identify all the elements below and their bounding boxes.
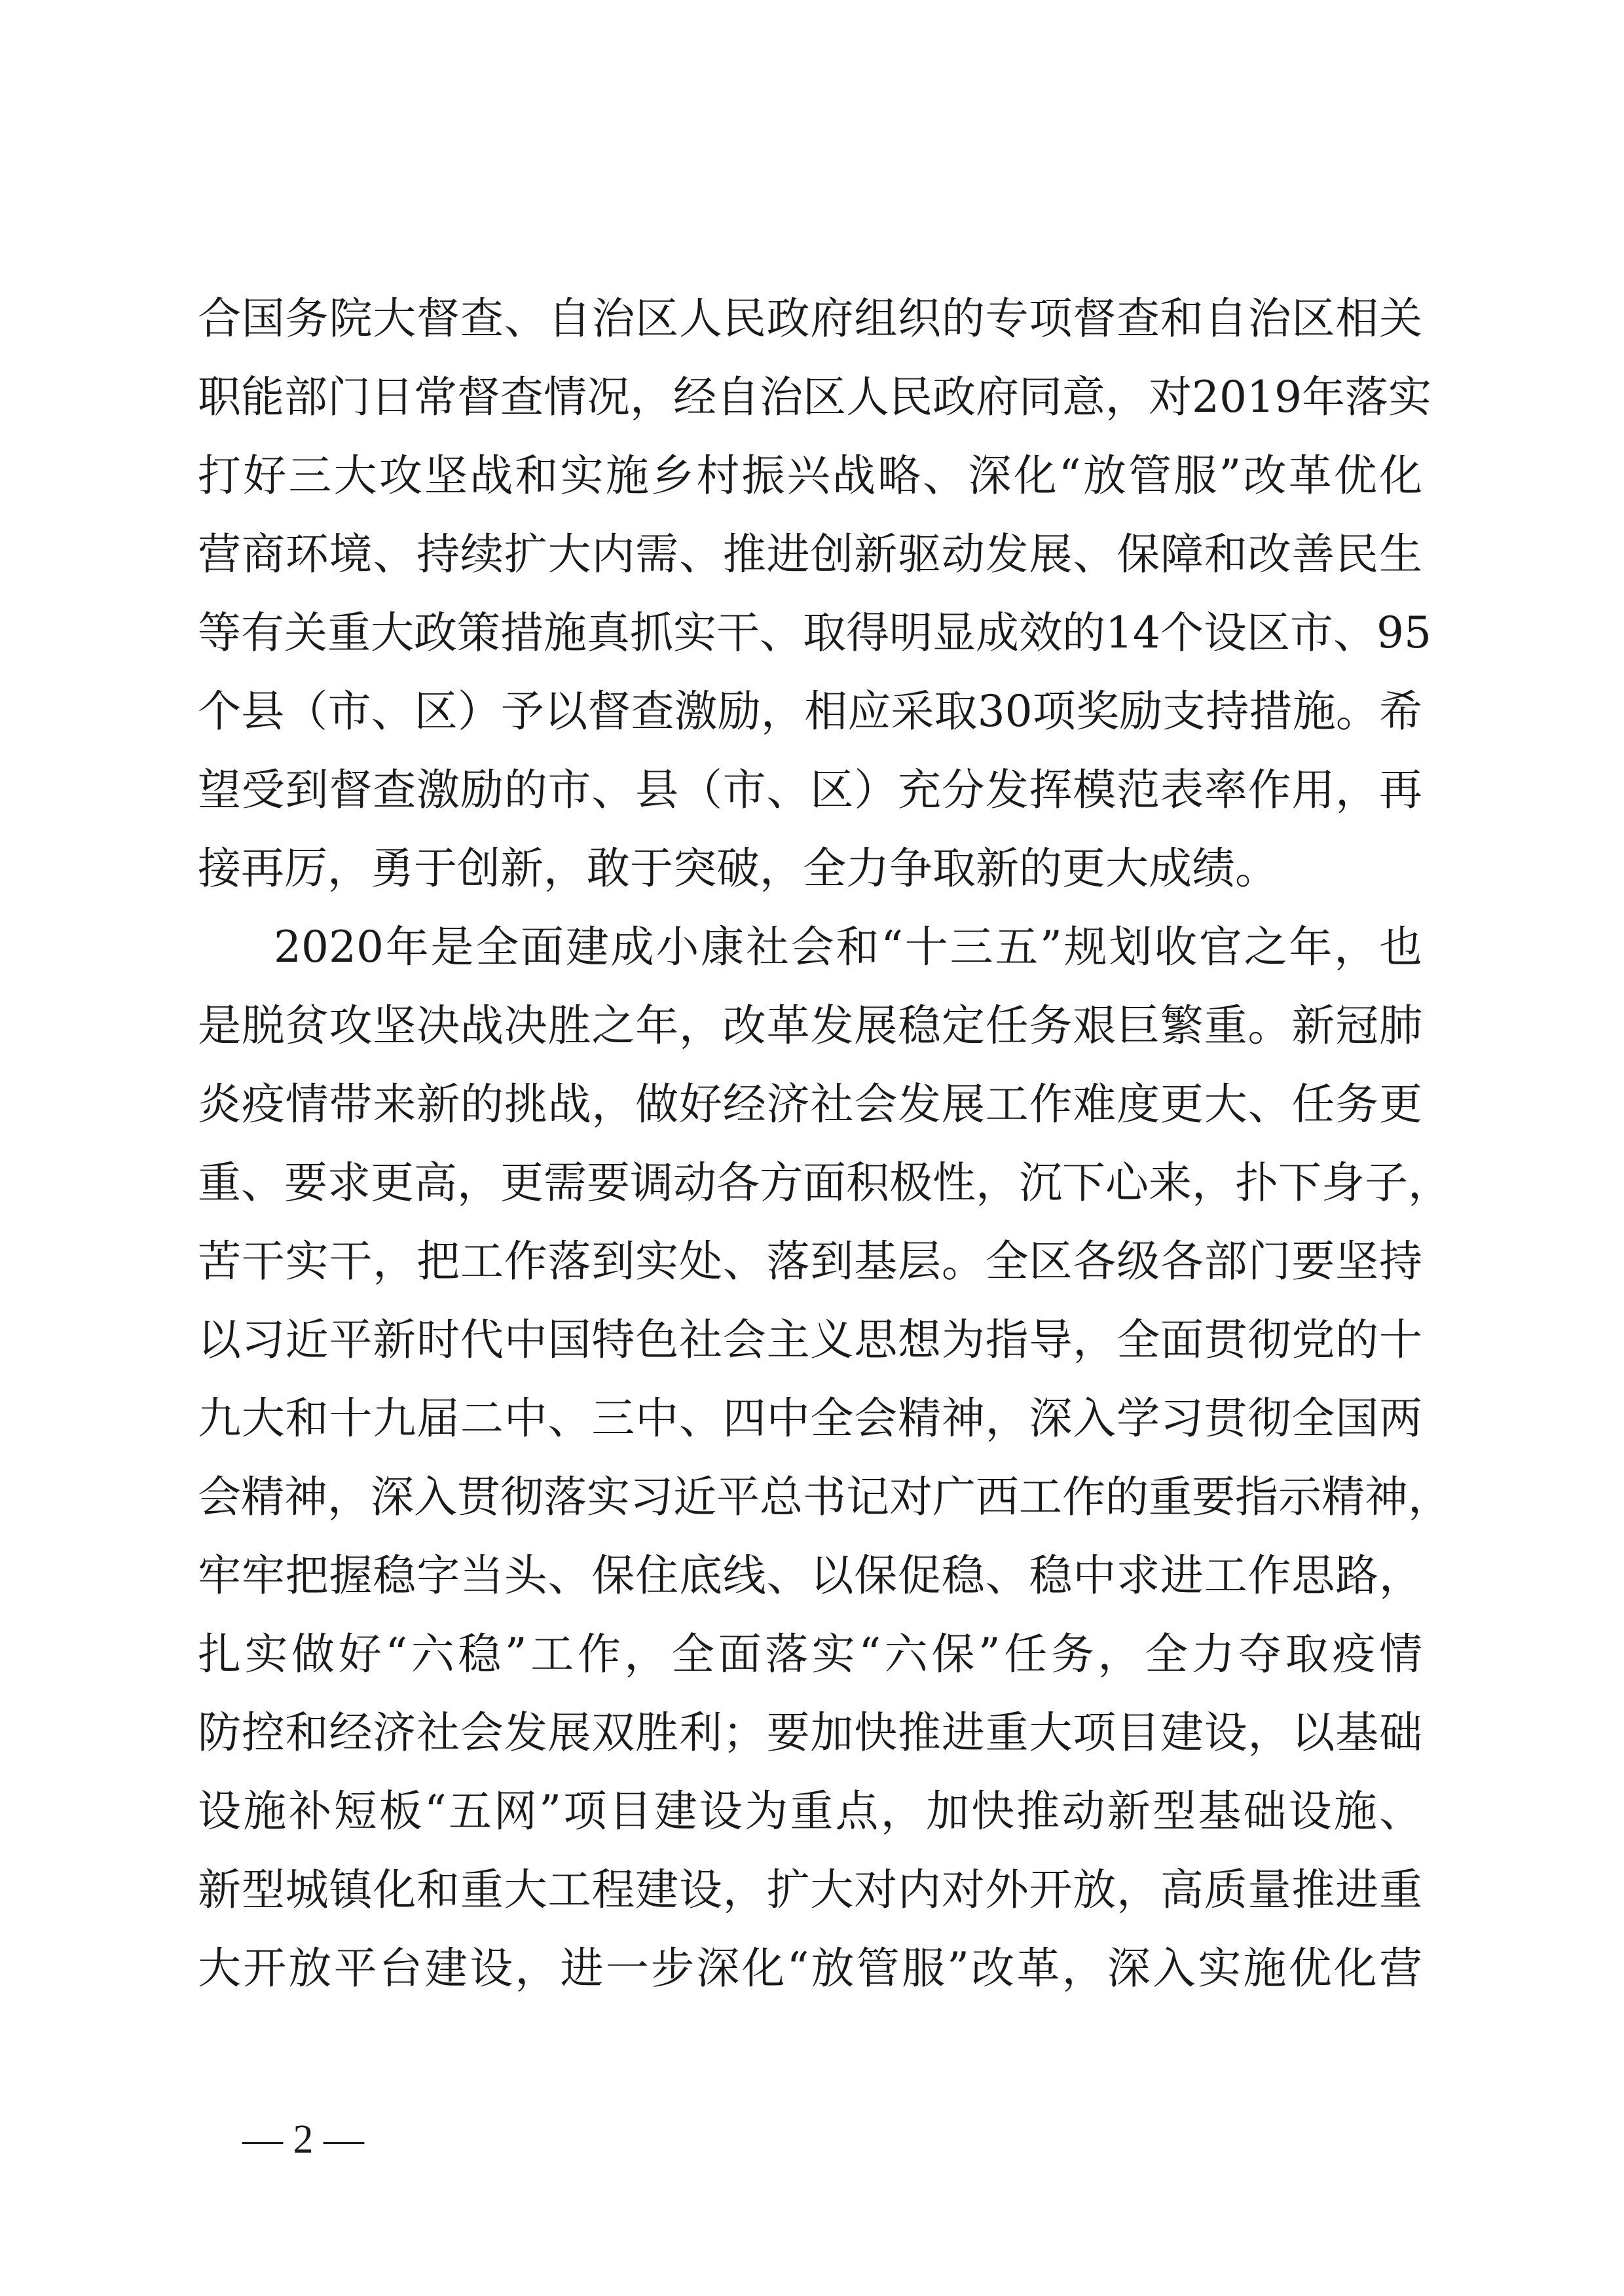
paragraph-1-line-2: 职能部门日常督查情况，经自治区人民政府同意，对2019年落实	[198, 372, 1431, 422]
paragraph-1-line-4: 营商环境、持续扩大内需、推进创新驱动发展、保障和改善民生	[198, 529, 1422, 579]
paragraph-1-line-7: 望受到督查激励的市、县（市、区）充分发挥模范表率作用，再	[198, 765, 1422, 815]
paragraph-1-line-3: 打好三大攻坚战和实施乡村振兴战略、深化“放管服”改革优化	[198, 450, 1422, 501]
paragraph-2-line-13: 新型城镇化和重大工程建设，扩大对内对外开放，高质量推进重	[198, 1865, 1422, 1915]
paragraph-2-line-14: 大开放平台建设，进一步深化“放管服”改革，深入实施优化营	[198, 1943, 1422, 1994]
paragraph-2-line-2: 是脱贫攻坚决战决胜之年，改革发展稳定任务艰巨繁重。新冠肺	[198, 1000, 1422, 1051]
paragraph-1-line-1: 合国务院大督查、自治区人民政府组织的专项督查和自治区相关	[198, 293, 1422, 344]
paragraph-2-line-1: 2020年是全面建成小康社会和“十三五”规划收官之年，也	[274, 922, 1422, 972]
page-number: — 2 —	[242, 2117, 364, 2162]
paragraph-2-line-3: 炎疫情带来新的挑战，做好经济社会发展工作难度更大、任务更	[198, 1079, 1422, 1129]
paragraph-1-line-5: 等有关重大政策措施真抓实干、取得明显成效的14个设区市、95	[198, 608, 1431, 658]
paragraph-1-line-6: 个县（市、区）予以督查激励，相应采取30项奖励支持措施。希	[198, 686, 1422, 737]
paragraph-2-line-8: 会精神，深入贯彻落实习近平总书记对广西工作的重要指示精神，	[198, 1472, 1451, 1522]
paragraph-2-line-11: 防控和经济社会发展双胜利；要加快推进重大项目建设，以基础	[198, 1707, 1422, 1758]
paragraph-2-line-9: 牢牢把握稳字当头、保住底线、以保促稳、稳中求进工作思路，	[198, 1550, 1422, 1601]
paragraph-2-line-5: 苦干实干，把工作落到实处、落到基层。全区各级各部门要坚持	[198, 1236, 1422, 1286]
paragraph-2-line-12: 设施补短板“五网”项目建设为重点，加快推动新型基础设施、	[198, 1786, 1422, 1836]
paragraph-2-line-7: 九大和十九届二中、三中、四中全会精神，深入学习贯彻全国两	[198, 1393, 1422, 1444]
paragraph-1-line-8: 接再厉，勇于创新，敢于突破，全力争取新的更大成绩。	[198, 843, 1278, 894]
paragraph-2-line-4: 重、要求更高，更需要调动各方面积极性，沉下心来，扑下身子，	[198, 1157, 1451, 1208]
paragraph-2-line-6: 以习近平新时代中国特色社会主义思想为指导，全面贯彻党的十	[198, 1315, 1422, 1365]
paragraph-2-line-10: 扎实做好“六稳”工作，全面落实“六保”任务，全力夺取疫情	[198, 1629, 1422, 1679]
